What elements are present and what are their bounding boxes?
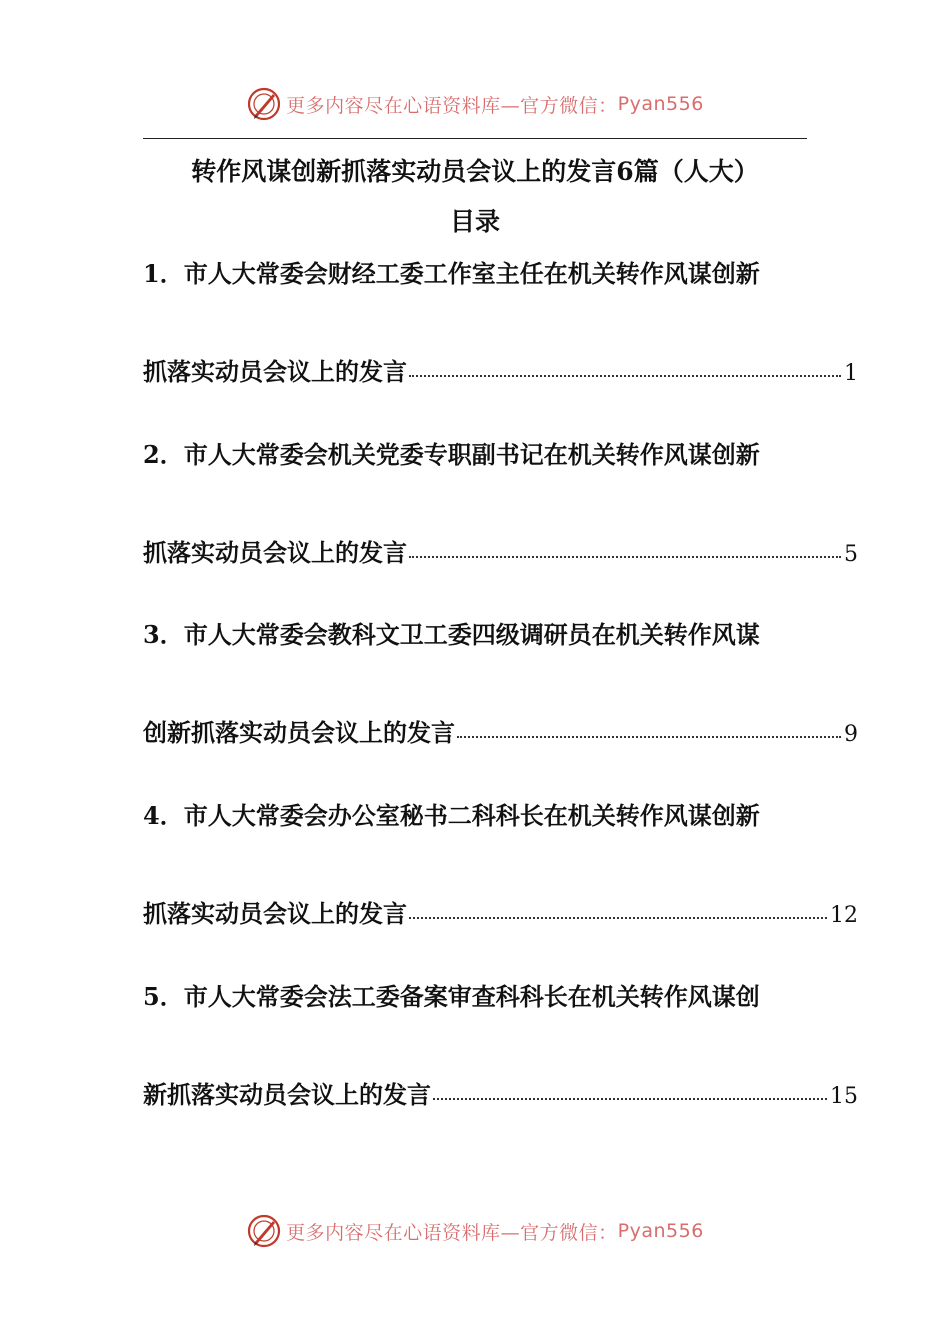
toc-page-number: 1 xyxy=(844,361,858,386)
footer-watermark xyxy=(0,1211,950,1251)
toc-entry-title: 4．市人大常委会办公室秘书二科科长在机关转作风谋创新 xyxy=(143,801,760,830)
toc-page-number: 12 xyxy=(830,903,858,928)
toc-entry-title-continued: 创新抓落实动员会议上的发言 xyxy=(143,718,455,747)
watermark-text: 更多内容尽在心语资料库—官方微信： xyxy=(286,1221,618,1244)
toc-page-number: 5 xyxy=(844,542,858,567)
header-divider xyxy=(143,138,807,139)
dot-leader xyxy=(409,917,827,919)
pen-logo-icon xyxy=(246,86,282,122)
toc-page-number: 15 xyxy=(830,1084,858,1109)
toc-entry-title-continued: 抓落实动员会议上的发言 xyxy=(143,899,407,928)
dot-leader xyxy=(409,556,841,558)
toc-entry-title: 2．市人大常委会机关党委专职副书记在机关转作风谋创新 xyxy=(143,440,760,469)
toc-entry-title-continued: 新抓落实动员会议上的发言 xyxy=(143,1080,431,1109)
toc-entry-title-continued: 抓落实动员会议上的发言 xyxy=(143,357,407,386)
document-title: 转作风谋创新抓落实动员会议上的发言6篇（人大） xyxy=(191,157,759,186)
watermark-wechat-id: Pyan556 xyxy=(617,93,704,115)
dot-leader xyxy=(433,1098,827,1100)
toc-entry-title: 5．市人大常委会法工委备案审查科科长在机关转作风谋创 xyxy=(143,982,760,1011)
toc-entry-title: 3．市人大常委会教科文卫工委四级调研员在机关转作风谋 xyxy=(143,620,760,649)
pen-logo-icon xyxy=(246,1213,282,1249)
watermark-text: 更多内容尽在心语资料库—官方微信： xyxy=(286,94,618,117)
header-watermark xyxy=(0,84,950,124)
toc-page-number: 9 xyxy=(844,722,858,747)
watermark-wechat-id: Pyan556 xyxy=(617,1220,704,1242)
dot-leader xyxy=(457,736,841,738)
toc-entry-title-continued: 抓落实动员会议上的发言 xyxy=(143,538,407,567)
dot-leader xyxy=(409,375,841,377)
toc-heading: 目录 xyxy=(449,207,500,236)
toc-entry-title: 1．市人大常委会财经工委工作室主任在机关转作风谋创新 xyxy=(143,259,760,288)
